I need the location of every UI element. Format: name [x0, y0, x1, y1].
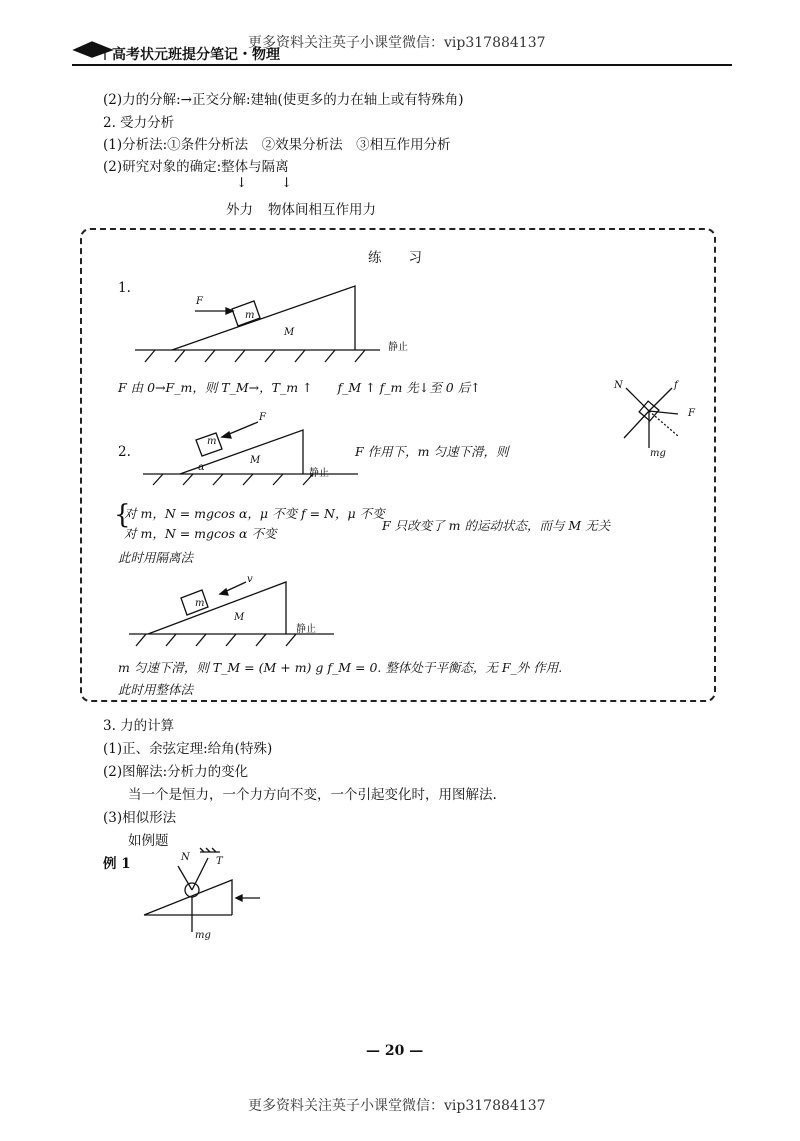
graduation-cap-icon [72, 40, 114, 62]
label-static: 静止 [296, 624, 316, 635]
label-force-F: F [259, 412, 266, 423]
label-block-m: m [245, 310, 255, 321]
label-weight-mg: mg [650, 448, 666, 459]
question-2-case-1: 对 m，N = mgcos α，μ 不变 f = N，μ 不变 [124, 506, 385, 521]
question-3-text: m 匀速下滑，则 T_M = (M + m) g f_M = 0. 整体处于平衡态，无 F_外 作用. [118, 660, 563, 675]
calc-item-2-detail: 当一个是恒力，一个力方向不变，一个引起变化时，用图解法. [128, 787, 497, 803]
label-friction-f: f [674, 380, 678, 391]
label-static: 静止 [309, 468, 329, 479]
practice-title: 练 习 [368, 250, 422, 266]
incline-figure-3 [126, 572, 386, 652]
label-block-m: m [195, 598, 205, 609]
header-rule [72, 64, 732, 66]
label-wedge-M: M [284, 327, 295, 338]
label-weight-mg: mg [195, 930, 211, 941]
incline-figure-1 [130, 280, 420, 370]
arrow-down-icon: ↓ [236, 175, 248, 191]
question-1-result: F 由 0→F_m，则 T_M→，T_m ↑ f_M ↑ f_m 先↓至 0 后↑ [118, 380, 481, 395]
label-wedge-M: M [234, 612, 245, 623]
calc-item-3: (3)相似形法 [103, 810, 177, 826]
header-title: 高考状元班提分笔记・物理 [112, 47, 280, 63]
force-diagram [612, 378, 692, 458]
watermark-top: 更多资料关注英子小课堂微信：vip317884137 [248, 35, 546, 51]
label-block-m: m [207, 436, 217, 447]
text-line-analysis-methods: (1)分析法:①条件分析法 ②效果分析法 ③相互作用分析 [103, 137, 451, 153]
heading-force-analysis: 2. 受力分析 [103, 115, 175, 131]
calc-item-2: (2)图解法:分析力的变化 [103, 764, 249, 780]
question-2-method: 此时用隔离法 [118, 550, 194, 565]
label-tension-T: T [216, 856, 223, 867]
label-angle-alpha: α [198, 462, 205, 473]
arrow-down-icon: ↓ [281, 175, 293, 191]
calc-item-1: (1)正、余弦定理:给角(特殊) [103, 741, 273, 757]
question-2-text: F 作用下，m 匀速下滑，则 [355, 444, 509, 459]
watermark-bottom: 更多资料关注英子小课堂微信：vip317884137 [248, 1098, 546, 1114]
label-normal-N: N [614, 380, 623, 391]
question-3-method: 此时用整体法 [118, 682, 194, 697]
label-internal-force: 物体间相互作用力 [268, 202, 376, 218]
text-line-decomposition: (2)力的分解:→正交分解:建轴(使更多的力在轴上或有特殊角) [103, 92, 464, 108]
heading-force-calculation: 3. 力的计算 [103, 718, 175, 734]
question-1-number: 1. [118, 280, 131, 296]
page-number: — 20 — [366, 1043, 424, 1059]
label-normal-N: N [181, 852, 190, 863]
text-line-research-object: (2)研究对象的确定:整体与隔离 [103, 159, 289, 175]
question-2-note: F 只改变了 m 的运动状态，而与 M 无关 [382, 518, 611, 533]
example-label: 例 1 [103, 856, 131, 872]
calc-item-3-detail: 如例题 [128, 833, 169, 849]
question-2-number: 2. [118, 444, 131, 460]
label-external-force: 外力 [226, 202, 253, 218]
brace-icon: { [114, 500, 131, 530]
label-static: 静止 [388, 342, 408, 353]
label-force-F: F [196, 296, 203, 307]
label-wedge-M: M [250, 455, 261, 466]
label-force-F-side: F [688, 408, 695, 419]
incline-figure-2 [138, 410, 368, 488]
label-velocity-v: v [247, 574, 253, 585]
question-2-case-2: 对 m，N = mgcos α 不变 [124, 526, 277, 541]
